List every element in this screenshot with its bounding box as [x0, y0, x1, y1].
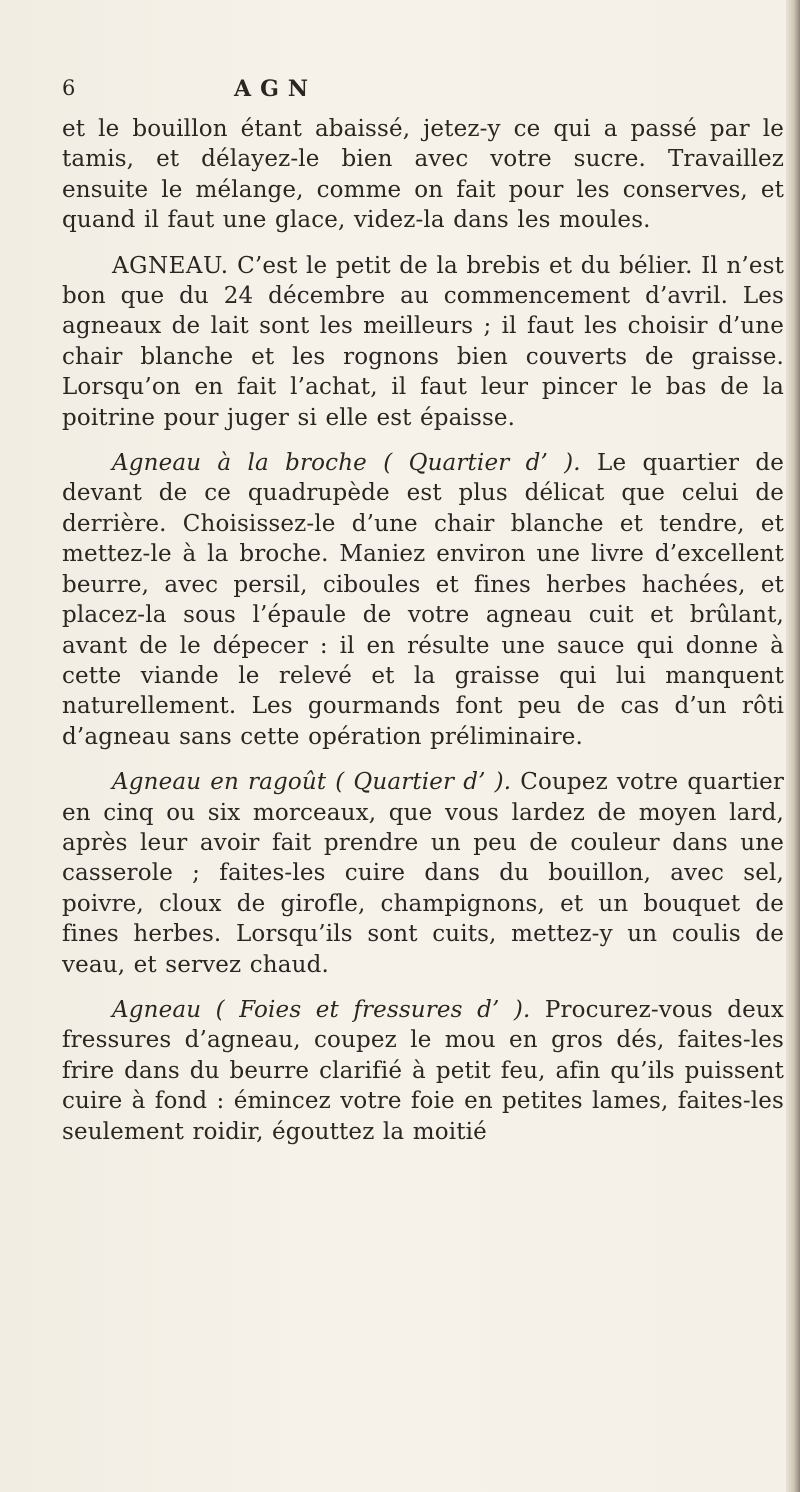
entry-agneau-ragout [62, 767, 784, 980]
entry-text: C’est le petit de la brebis et du bélier. Il n’est bon que du 24 décembre au commencement d’avril. Les agneaux de lait sont les meilleurs ; il faut les choisir d’une chair blanche et les rognons bien couverts de graisse. Lorsqu’on en fait l’achat, il faut leur pincer le bas de la poitrine pour juger si elle est épaisse. [62, 252, 784, 431]
entry-agneau-broche [62, 448, 784, 752]
entry-heading: Agneau à la broche ( Quartier d’ ). [112, 450, 581, 477]
entry-heading: Agneau en ragoût ( Quartier d’ ). [112, 769, 512, 796]
entry-text: Le quartier de devant de ce quadrupède est plus délicat que celui de derrière. Choisissez-le d’une chair blanche et tendre, et mettez-le à la broche. Maniez environ une livre d’excellent beurre, avec persil, ciboules et fines herbes hachées, et placez-la sous l’épaule de votre agneau cuit et brûlant, avant de le dépecer : il en résulte une sauce qui donne à cette viande le relevé et la graisse qui lui manquent naturellement. Les gourmands font peu de cas d’un rôti d’agneau sans cette opération préliminaire. [62, 450, 785, 750]
entry-heading: AGNEAU. [112, 252, 229, 279]
entry-text: Procurez-vous deux fressures d’agneau, coupez le mou en gros dés, faites-les frire dans du beurre clarifié à petit feu, afin qu’ils puissent cuire à fond : émincez votre foie en petites lames, faites-les seulement roidir, égouttez la moitié [62, 996, 784, 1145]
entry-agneau-foies [62, 995, 784, 1147]
entry-heading: Agneau ( Foies et fressures d’ ). [112, 996, 531, 1023]
entry-text: Coupez votre quartier en cinq ou six morceaux, que vous lardez de moyen lard, après leur avoir fait prendre un peu de couleur dans une casserole ; faites-les cuire dans du bouillon, avec sel, poivre, cloux de girofle, champignons, et un bouquet de fines herbes. Lorsqu’ils sont cuits, mettez-y un coulis de veau, et servez chaud. [62, 769, 784, 978]
running-head: AGN [234, 76, 317, 102]
entry-agneau [62, 251, 784, 433]
page-number: 6 [62, 76, 76, 100]
page-header [62, 76, 782, 112]
page-edge-shadow [786, 0, 800, 1492]
body-text [62, 114, 784, 1162]
paragraph-text: et le bouillon étant abaissé, jetez-y ce qui a passé par le tamis, et délayez-le bien avec votre sucre. Travaillez ensuite le mélange, comme on fait pour les conserves, et quand il faut une glace, videz-la dans les moules. [62, 116, 784, 234]
paragraph-continuation [62, 114, 784, 236]
